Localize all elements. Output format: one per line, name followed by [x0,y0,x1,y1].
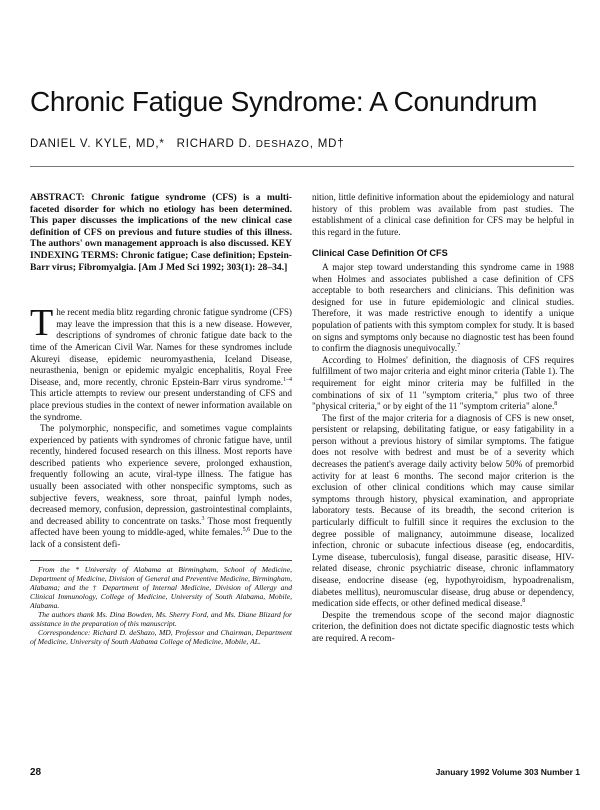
body-text: The first of the major criteria for a diagnosis of CFS is new onset, persistent or relapsing, debilitating fatigue, or easy fatigability in a person without a previous history of similar symptoms. The fatigue does not resolve with bedrest and must be of a severity which decreases the patient's average daily activity below 50% of premorbid activity for at least 6 months. The second major criterion is the exclusion of other clinical conditions which may cause similar symptoms through history, physical examination, and appropriate laboratory tests. Because of its breadth, the second criterion is particularly difficult to fulfill since it requires the exclusion to the degree possible of malignancy, autoimmune disease, localized infection, chronic or subacute infectious disease (eg, endocarditis, Lyme disease, tuberculosis), fungal disease, parasitic disease, HIV-related disease, chronic psychiatric disease, chronic inflammatory disease, endocrine disease (eg, hypothyroidism, hypoadrenalism, diabetes mellitus), neuromuscular disease, drug abuse or dependency, medication side effects, or other defined medical disease. [312,412,574,609]
footnotes [30,565,292,646]
author-kyle: DANIEL V. KYLE, MD,* [30,138,165,150]
author-deshazo-degree: , MD† [309,138,345,150]
body-text: A major step toward understanding this syndrome came in 1988 when Holmes and associates published a case definition of CFS acceptable to both researchers and clinicians. This definition was designed for use in future epidemiologic and clinical studies. Therefore, it was made restrictive enough to identify a unique population of patients with this symptom complex for study. It is based on signs and symptoms only because no diagnostic test has been found to confirm the diagnosis unequivocally. [312,261,574,354]
abstract [30,192,292,273]
journal-issue: January 1992 Volume 303 Number 1 [435,767,580,777]
author-deshazo-first: RICHARD D. [176,138,256,150]
acknowledgment-footnote: The authors thank Ms. Dina Bowden, Ms. Sherry Ford, and Ms. Diane Blizard for assistance in the preparation of this manuscript. [30,609,292,628]
right-column [312,192,574,645]
author-line [30,138,590,150]
section-heading: Clinical Case Definition Of CFS [312,248,448,259]
article-title: Chronic Fatigue Syndrome: A Conundrum [30,86,538,117]
citation: 8 [554,401,558,408]
citation: 7 [457,343,461,350]
citation: 3 [201,515,205,522]
intro-text-end: This article attempts to review our present understanding of CFS and place previous studies in the context of newer information available on the syndrome. [30,388,292,422]
abstract-text: Chronic fatigue syndrome (CFS) is a multi-faceted disorder for which no etiology has been determined. This paper discusses the implications of the new clinical case definition of CFS on previous and future studies of this illness. The authors' own management approach is also discussed. KEY INDEXING TERMS: Chronic fatigue; Case definition; Epstein-Barr virus; Fibromyalgia. [Am J Med Sci 1992; 303(1): 28–34.] [30,192,292,273]
intro-paragraph [30,302,292,423]
intro-text: he recent media blitz regarding chronic fatigue syndrome (CFS) may leave the impression that this is a new disease. However, descriptions of syndromes of chronic fatigue date back to the time of the American Civil War. Names for these syndromes include Akureyi disease, epidemic neuromyasthenia, Iceland Disease, neurasthenia, benign or epidemic myalgic encephalitis, Royal Free Disease, and, more recently, chronic Epstein-Barr virus syndrome. [30,307,292,387]
continued-paragraph: nition, little definitive information about the epidemiology and natural history of this problem was available from past studies. The establishment of a clinical case definition for CFS may be helpful in this regard in the future. [312,192,574,237]
citation: 1–4 [283,376,292,383]
footnote-rule [30,560,292,561]
author-deshazo-surname: DESHAZO [255,139,310,150]
abstract-label: ABSTRACT: [30,192,85,203]
citation: 8 [522,598,526,605]
body-text: According to Holmes' definition, the diagnosis of CFS requires fulfillment of two major criteria and eight minor criteria (Table 1). The requirement for eight minor criteria may be fulfilled in the combinations of six of 11 "symptom criteria," plus two of three "physical criteria," or by eight of the 11 "symptom criteria" alone. [312,354,574,412]
body-text: The polymorphic, nonspecific, and sometimes vague complaints experienced by patients with syndromes of chronic fatigue have, until recently, hindered focused research on this illness. Most reports have described patients who experience severe, prolonged exhaustion, frequently following an acute, viral-type illness. The fatigue has usually been associated with other nonspecific symptoms, such as subjective fevers, weakness, sore throat, painful lymph nodes, decreased memory, confusion, depression, gastrointestinal complaints, and decreased ability to concentrate on tasks. [30,423,292,526]
body-paragraph [312,413,574,610]
body-text-end: Due to the lack of a consistent defi- [30,527,292,550]
drop-cap: T [30,302,54,345]
page-number: 28 [30,767,42,778]
body-paragraph [312,355,574,413]
body-paragraph [312,262,574,355]
title-rule [30,166,574,167]
citation: 5,6 [242,527,251,534]
body-paragraph: Despite the tremendous scope of the second major diagnostic criterion, the definition does not dictate specific diagnostic tests which are required. A recom- [312,609,574,643]
correspondence-footnote: Correspondence: Richard D. deShazo, MD, Professor and Chairman, Department of Medicine, University of South Alabama College of Medicine, Mobile, AL. [30,627,292,646]
body-text-mid: Those most frequently affected have been young to middle-aged, white females. [30,515,292,538]
left-column [30,192,292,646]
affiliation-footnote: From the * University of Alabama at Birmingham, School of Medicine, Department of Medicine, Division of General and Preventive Medicine, Birmingham, Alabama; and the † Department of Internal Medicine, Division of Allergy and Clinical Immunology, College of Medicine, University of South Alabama, Mobile, Alabama. [30,564,292,610]
body-paragraph [30,423,292,551]
